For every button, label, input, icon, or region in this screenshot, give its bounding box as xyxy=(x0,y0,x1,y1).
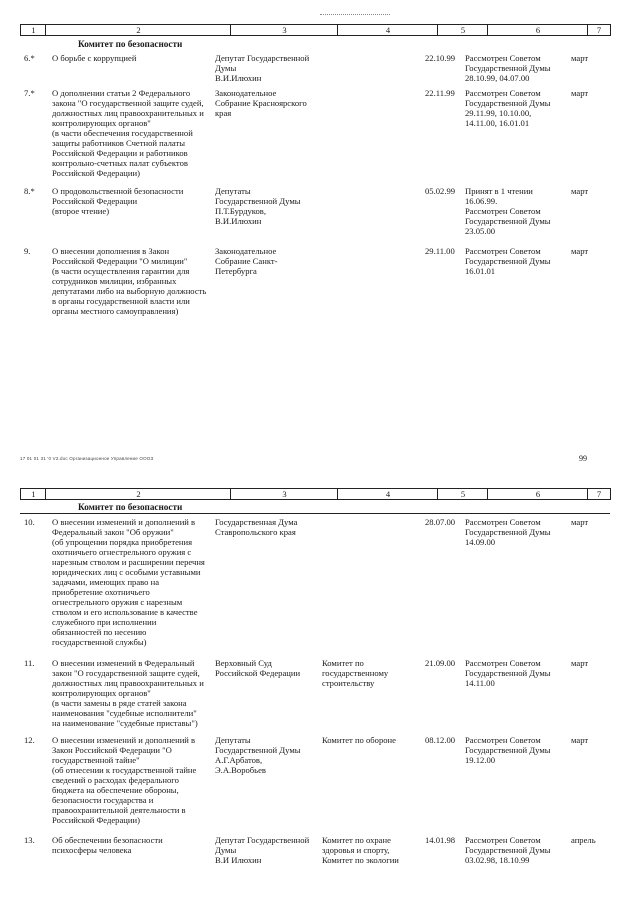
section-divider xyxy=(20,513,610,514)
row-number: 7.* xyxy=(24,88,35,98)
section-title: Комитет по безопасности xyxy=(78,39,183,49)
column-header-row xyxy=(20,488,610,500)
column-header-4: 4 xyxy=(337,488,438,500)
column-header-3: 3 xyxy=(230,24,338,36)
bill-author: Депутат Государственной Думы В.И.Илюхин xyxy=(215,53,310,83)
row-number: 9. xyxy=(24,246,31,256)
bill-title: О борьбе с коррупцией xyxy=(52,53,137,63)
bill-status: Рассмотрен Советом Государственной Думы 14.11.00 xyxy=(465,658,551,688)
bill-title: Об обеспечении безопасности психосферы человека xyxy=(52,835,163,855)
bill-author: Верховный Суд Российской Федерации xyxy=(215,658,301,678)
submission-date: 22.10.99 xyxy=(425,53,456,63)
submission-date: 22.11.99 xyxy=(425,88,455,98)
bill-status: Рассмотрен Советом Государственной Думы 29.11.99, 10.10.00, 14.11.00, 16.01.01 xyxy=(465,88,551,128)
column-header-3: 3 xyxy=(230,488,338,500)
bill-status: Принят в 1 чтении 16.06.99. Рассмотрен Советом Государственной Думы 23.05.00 xyxy=(465,186,551,236)
row-number: 11. xyxy=(24,658,35,668)
planned-month: март xyxy=(571,658,589,668)
submission-date: 08.12.00 xyxy=(425,735,456,745)
row-number: 10. xyxy=(24,517,35,527)
section-title: Комитет по безопасности xyxy=(78,502,183,512)
planned-month: март xyxy=(571,186,589,196)
bill-author: Законодательное Собрание Санкт- Петербурга xyxy=(215,246,278,276)
bill-title: О внесении изменений в Федеральный закон "О государственной защите судей, должностных лиц правоохранительных и контролирующих органов" (в части замены в ряде статей закона наименования "судебные исполнители" на наименование "судебные приставы") xyxy=(52,658,204,728)
bill-status: Рассмотрен Советом Государственной Думы 03.02.98, 18.10.99 xyxy=(465,835,551,865)
row-number: 12. xyxy=(24,735,35,745)
row-number: 8.* xyxy=(24,186,35,196)
co-committee: Комитет по государственному строительству xyxy=(322,658,389,688)
row-number: 6.* xyxy=(24,53,35,63)
co-committee: Комитет по охране здоровья и спорту, Комитет по экологии xyxy=(322,835,399,865)
column-header-4: 4 xyxy=(337,24,438,36)
bill-title: О внесении изменений и дополнений в Закон Российской Федерации "О государственной тайне" (об отнесении к государственной тайне сведений о расходах федерального бюджета на обеспечение обороны, безопасности государства и правоохранительной деятельности в Российской Федерации) xyxy=(52,735,197,825)
bill-author: Государственная Дума Ставропольского края xyxy=(215,517,298,537)
planned-month: март xyxy=(571,735,589,745)
bill-author: Законодательное Собрание Красноярского края xyxy=(215,88,307,118)
bill-status: Рассмотрен Советом Государственной Думы 14.09.00 xyxy=(465,517,551,547)
submission-date: 28.07.00 xyxy=(425,517,456,527)
bill-title: О внесении дополнения в Закон Российской Федерации "О милиции" (в части осуществления гарантии для сотрудников милиции, избранных депутатами либо на выборную должность в органы государственной власти или органы местного самоуправления) xyxy=(52,246,207,316)
column-header-row xyxy=(20,24,610,36)
column-header-7: 7 xyxy=(587,24,611,36)
column-header-6: 6 xyxy=(487,488,588,500)
column-header-5: 5 xyxy=(437,24,488,36)
submission-date: 29.11.00 xyxy=(425,246,455,256)
column-header-6: 6 xyxy=(487,24,588,36)
column-header-1: 1 xyxy=(20,488,46,500)
row-number: 13. xyxy=(24,835,35,845)
submission-date: 21.09.00 xyxy=(425,658,456,668)
co-committee: Комитет по обороне xyxy=(322,735,396,745)
column-header-5: 5 xyxy=(437,488,488,500)
bill-author: Депутаты Государственной Думы А.Г.Арбатов, Э.А.Воробьев xyxy=(215,735,301,775)
column-header-7: 7 xyxy=(587,488,611,500)
column-header-1: 1 xyxy=(20,24,46,36)
bill-title: О дополнении статьи 2 Федерального закона "О государственной защите судей, должностных лиц правоохранительных и контролирующих органов" (в части обеспечения государственной защиты работников Счетной палаты Российской Федерации и работников контрольно-счетных палат субъектов Российской Федерации) xyxy=(52,88,204,178)
bill-title: О внесении изменений и дополнений в Федеральный закон "Об оружии" (об упрощении порядка приобретения охотничьего огнестрельного оружия с нарезным стволом и расширении перечня юридических лиц с особыми уставными задачами, имеющих право на приобретение охотничьего огнестрельного оружия с нарезным стволом и его использование в качестве служебного при исполнении обязанностей по несению государственной службы) xyxy=(52,517,205,647)
document-page-2 xyxy=(0,478,640,900)
page-number: 99 xyxy=(579,454,587,463)
bill-title: О продовольственной безопасности Российской Федерации (второе чтение) xyxy=(52,186,184,216)
column-header-2: 2 xyxy=(45,24,231,36)
planned-month: март xyxy=(571,517,589,527)
bill-author: Депутаты Государственной Думы П.Т.Бурдуков, В.И.Илюхин xyxy=(215,186,301,226)
bill-status: Рассмотрен Советом Государственной Думы 16.01.01 xyxy=(465,246,551,276)
planned-month: март xyxy=(571,53,589,63)
planned-month: март xyxy=(571,88,589,98)
submission-date: 14.01.98 xyxy=(425,835,456,845)
submission-date: 05.02.99 xyxy=(425,186,456,196)
bill-author: Депутат Государственной Думы В.И Илюхин xyxy=(215,835,310,865)
scan-mark xyxy=(320,14,390,17)
planned-month: март xyxy=(571,246,589,256)
bill-status: Рассмотрен Советом Государственной Думы 19.12.00 xyxy=(465,735,551,765)
planned-month: апрель xyxy=(571,835,596,845)
footer-doc-info: 17 01 01 31 '0 V2.doc Организационное Управление ОООЗ xyxy=(20,456,154,461)
column-header-2: 2 xyxy=(45,488,231,500)
bill-status: Рассмотрен Советом Государственной Думы 28.10.99, 04.07.00 xyxy=(465,53,551,83)
